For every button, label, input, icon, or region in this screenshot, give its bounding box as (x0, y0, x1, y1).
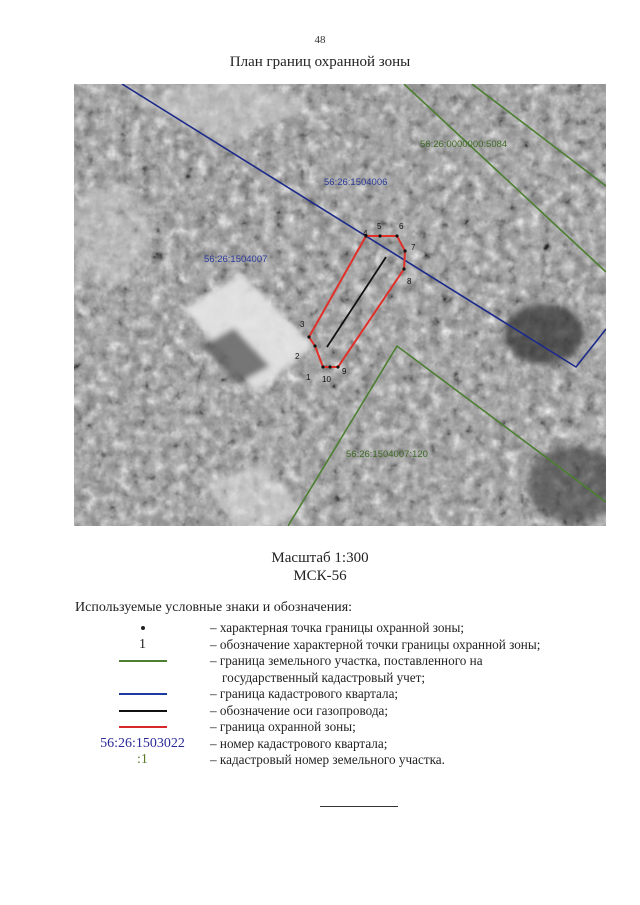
zone-point-label-4: 4 (363, 229, 368, 238)
parcel-label-top: 56:26:0000000:5084 (420, 139, 508, 150)
legend-text: – граница охранной зоны; (210, 719, 356, 734)
plan-title: План границ охранной зоны (229, 54, 411, 70)
zone-point-2 (313, 344, 316, 347)
scale-text: Масштаб 1:300 (271, 550, 369, 566)
map-frame (74, 84, 606, 526)
legend-text: – номер кадастрового квартала; (210, 735, 388, 751)
legend-row-parcel-boundary (75, 653, 615, 670)
legend-row-zone-boundary (75, 719, 615, 736)
zone-point-label-3: 3 (300, 320, 305, 329)
zone-point-10 (328, 365, 331, 368)
legend-text: – граница земельного участка, поставленного на (210, 653, 483, 668)
zone-point-label-2: 2 (295, 352, 300, 361)
legend-blue-line-icon (119, 693, 167, 695)
page-number: 48 (314, 34, 326, 46)
legend-red-line-icon (119, 726, 167, 728)
zone-point-3 (307, 335, 310, 338)
boundary-map (74, 84, 606, 526)
zone-point-9 (336, 365, 339, 368)
legend-row-quarter-boundary (75, 686, 615, 703)
legend-heading: Используемые условные знаки и обозначения: (75, 600, 353, 615)
legend-row-parcel-number (75, 752, 615, 769)
legend-parcel-number: :1 (137, 752, 148, 767)
legend-row-quarter-number (75, 736, 615, 753)
zone-point-label-8: 8 (407, 277, 412, 286)
zone-point-label-6: 6 (399, 222, 404, 231)
quarter-label-1504007: 56:26:1504007 (204, 254, 268, 265)
zone-point-label-1: 1 (306, 373, 311, 382)
zone-point-7 (403, 249, 406, 252)
legend-black-line-icon (119, 710, 167, 712)
legend-point-number: 1 (139, 636, 146, 652)
legend-row-parcel-boundary-cont (75, 670, 615, 687)
legend-dot-icon (141, 626, 145, 630)
legend-text: – кадастровый номер земельного участка. (210, 752, 445, 767)
zone-point-label-7: 7 (411, 243, 416, 252)
quarter-label-1504006: 56:26:1504006 (324, 177, 388, 188)
aerial-photo-background (74, 84, 606, 526)
zone-point-label-5: 5 (377, 222, 382, 231)
coordinate-system: МСК-56 (293, 568, 347, 584)
legend-row-pipeline (75, 703, 615, 720)
legend-quarter-number: 56:26:1503022 (100, 735, 185, 751)
zone-point-label-9: 9 (342, 367, 347, 376)
legend-text: – характерная точка границы охранной зоны; (210, 620, 465, 635)
signature-line (320, 806, 398, 807)
zone-point-1 (321, 365, 324, 368)
legend (75, 620, 615, 769)
legend-text: – обозначение характерной точки границы охранной зоны; (210, 636, 541, 652)
legend-text: государственный кадастровый учет; (222, 669, 426, 685)
zone-point-label-10: 10 (322, 375, 331, 384)
scale-block (0, 549, 640, 585)
legend-row-point (75, 620, 615, 637)
legend-text: – граница кадастрового квартала; (210, 686, 399, 701)
legend-text: – обозначение оси газопровода; (210, 702, 389, 718)
legend-row-point-number (75, 637, 615, 654)
zone-point-6 (395, 234, 398, 237)
zone-point-8 (402, 267, 405, 270)
legend-green-line-icon (119, 660, 167, 662)
zone-point-5 (378, 234, 381, 237)
parcel-label-bottom: 56:26:1504007:120 (346, 449, 428, 460)
